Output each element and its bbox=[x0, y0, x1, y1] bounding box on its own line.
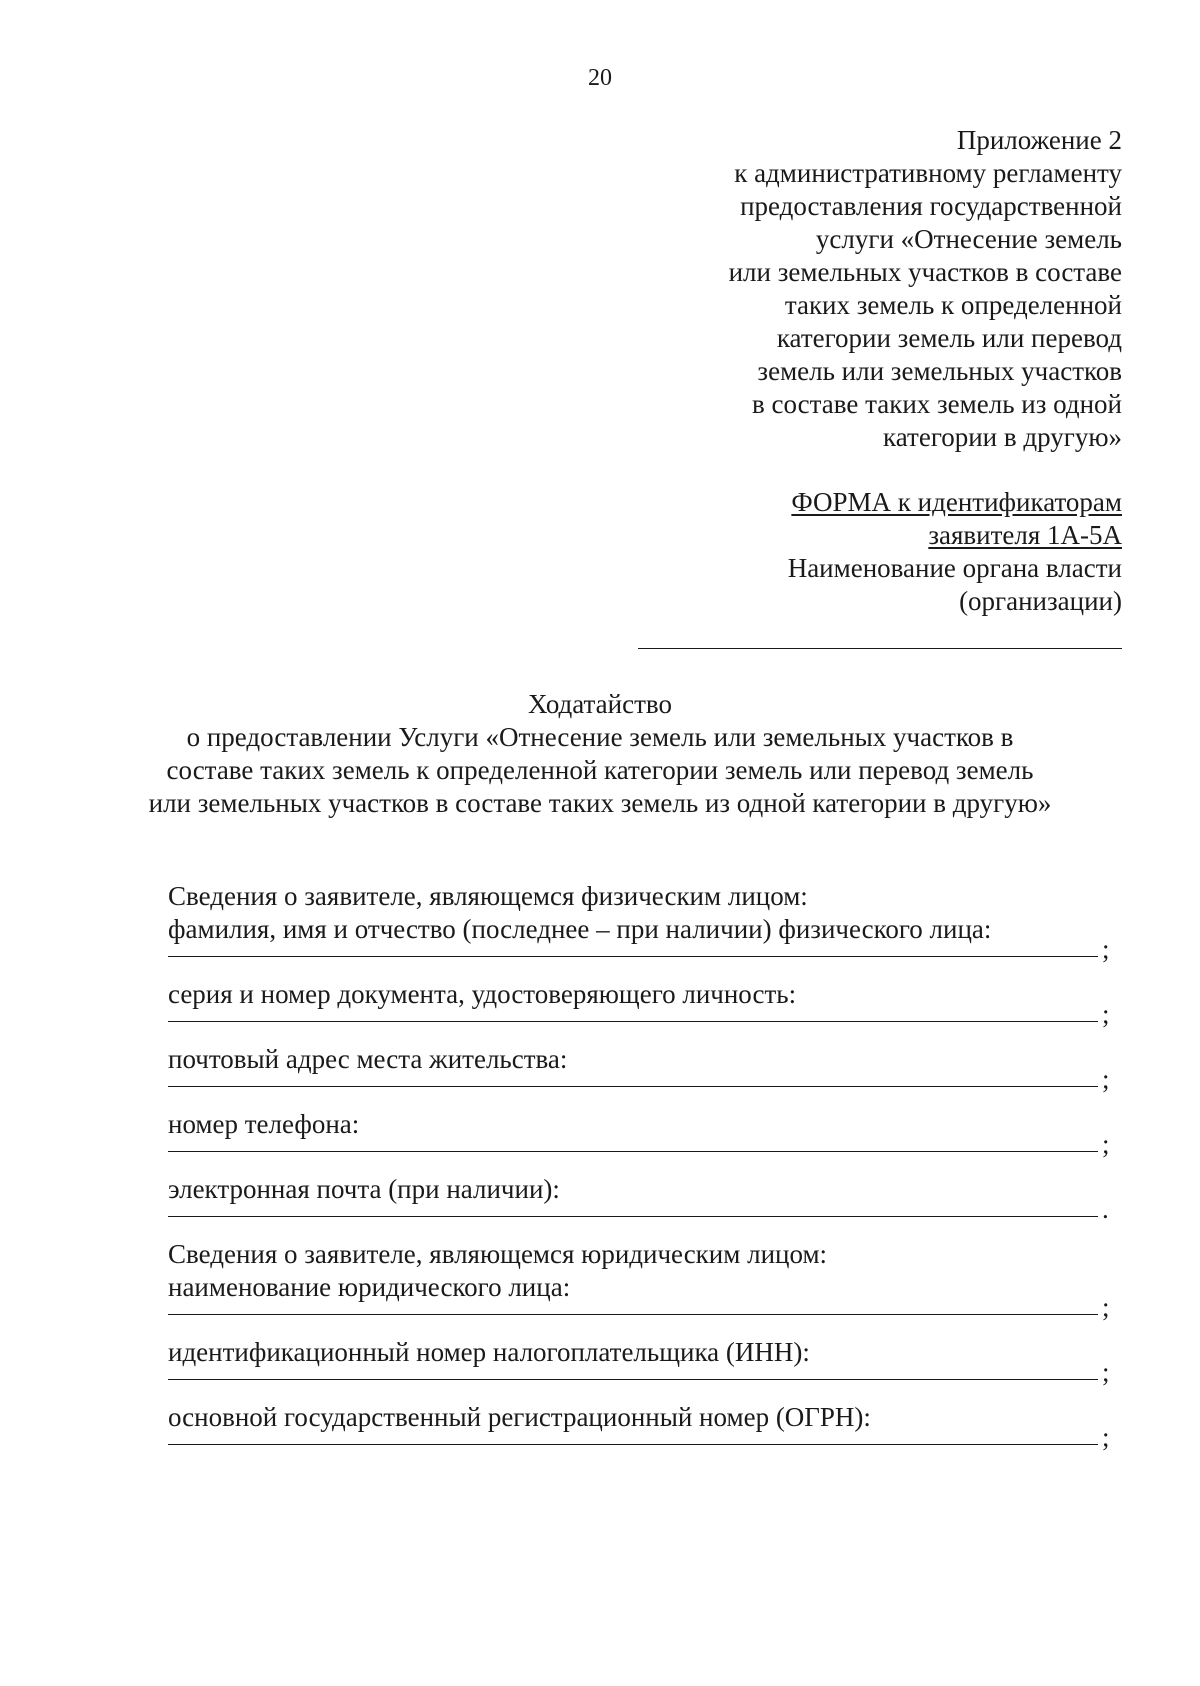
email-field[interactable] bbox=[168, 1194, 1128, 1234]
fill-line bbox=[168, 1314, 1098, 1315]
fill-line bbox=[168, 1444, 1098, 1445]
postal-address-field[interactable] bbox=[168, 1064, 1128, 1104]
field-terminator: ; bbox=[1102, 1422, 1110, 1452]
inn-field[interactable] bbox=[168, 1357, 1128, 1397]
field-terminator: ; bbox=[1102, 1064, 1110, 1094]
appendix-line: к административному регламенту bbox=[734, 158, 1122, 188]
petition-heading: Ходатайство bbox=[528, 689, 672, 719]
fill-line bbox=[168, 1379, 1098, 1380]
postal-address-label: почтовый адрес места жительства: bbox=[168, 1044, 568, 1074]
appendix-line: предоставления государственной bbox=[740, 191, 1122, 221]
petition-subject-line: о предоставлении Услуги «Отнесение земель или земельных участков в bbox=[186, 722, 1014, 752]
field-terminator: ; bbox=[1102, 1357, 1110, 1387]
appendix-line: категории в другую» bbox=[883, 422, 1122, 452]
fill-line bbox=[168, 1216, 1098, 1217]
page-number: 20 bbox=[588, 65, 612, 91]
field-terminator: ; bbox=[1102, 934, 1110, 964]
phone-field[interactable] bbox=[168, 1129, 1128, 1169]
legal-entity-name-label: наименование юридического лица: bbox=[168, 1272, 571, 1302]
appendix-line: категории земель или перевод bbox=[776, 323, 1122, 353]
fill-line bbox=[168, 1086, 1098, 1087]
form-identifier-block bbox=[562, 486, 1122, 618]
form-title: ФОРМА к идентификаторам bbox=[791, 487, 1122, 517]
full-name-label: фамилия, имя и отчество (последнее – при наличии) физического лица: bbox=[168, 914, 992, 944]
appendix-line: таких земель к определенной bbox=[784, 290, 1122, 320]
fill-line bbox=[168, 1021, 1098, 1022]
fill-line bbox=[168, 956, 1098, 957]
appendix-line: в составе таких земель из одной bbox=[752, 389, 1122, 419]
identity-document-field[interactable] bbox=[168, 999, 1128, 1039]
inn-label: идентификационный номер налогоплательщика (ИНН): bbox=[168, 1337, 810, 1367]
authority-name-label: Наименование органа власти bbox=[787, 553, 1122, 583]
field-terminator: ; bbox=[1102, 999, 1110, 1029]
authority-organization-label: (организации) bbox=[959, 586, 1122, 616]
field-terminator: ; bbox=[1102, 1129, 1110, 1159]
phone-label: номер телефона: bbox=[168, 1109, 360, 1139]
legal-entity-section-header: Сведения о заявителе, являющемся юридическим лицом: bbox=[168, 1239, 828, 1269]
legal-entity-name-field[interactable] bbox=[168, 1292, 1128, 1332]
field-terminator: ; bbox=[1102, 1292, 1110, 1322]
applicant-fields bbox=[168, 880, 1128, 1462]
form-applicant-ids: заявителя 1А-5А bbox=[928, 520, 1122, 550]
individual-section-header: Сведения о заявителе, являющемся физическим лицом: bbox=[168, 881, 808, 911]
appendix-line: услуги «Отнесение земель bbox=[815, 224, 1122, 254]
petition-title-block bbox=[0, 688, 1200, 820]
ogrn-label: основной государственный регистрационный номер (ОГРН): bbox=[168, 1402, 871, 1432]
authority-name-fill-line[interactable] bbox=[638, 648, 1122, 649]
appendix-line: земель или земельных участков bbox=[757, 356, 1122, 386]
ogrn-field[interactable] bbox=[168, 1422, 1128, 1462]
appendix-line: или земельных участков в составе bbox=[728, 257, 1122, 287]
fill-line bbox=[168, 1151, 1098, 1152]
appendix-line: Приложение 2 bbox=[956, 125, 1122, 155]
petition-subject-line: составе таких земель к определенной категории земель или перевод земель bbox=[166, 755, 1034, 785]
appendix-header bbox=[562, 124, 1122, 454]
email-label: электронная почта (при наличии): bbox=[168, 1174, 560, 1204]
full-name-field[interactable] bbox=[168, 934, 1128, 974]
field-terminator: . bbox=[1102, 1194, 1109, 1224]
identity-document-label: серия и номер документа, удостоверяющего личность: bbox=[168, 979, 797, 1009]
petition-subject-line: или земельных участков в составе таких земель из одной категории в другую» bbox=[148, 788, 1052, 818]
